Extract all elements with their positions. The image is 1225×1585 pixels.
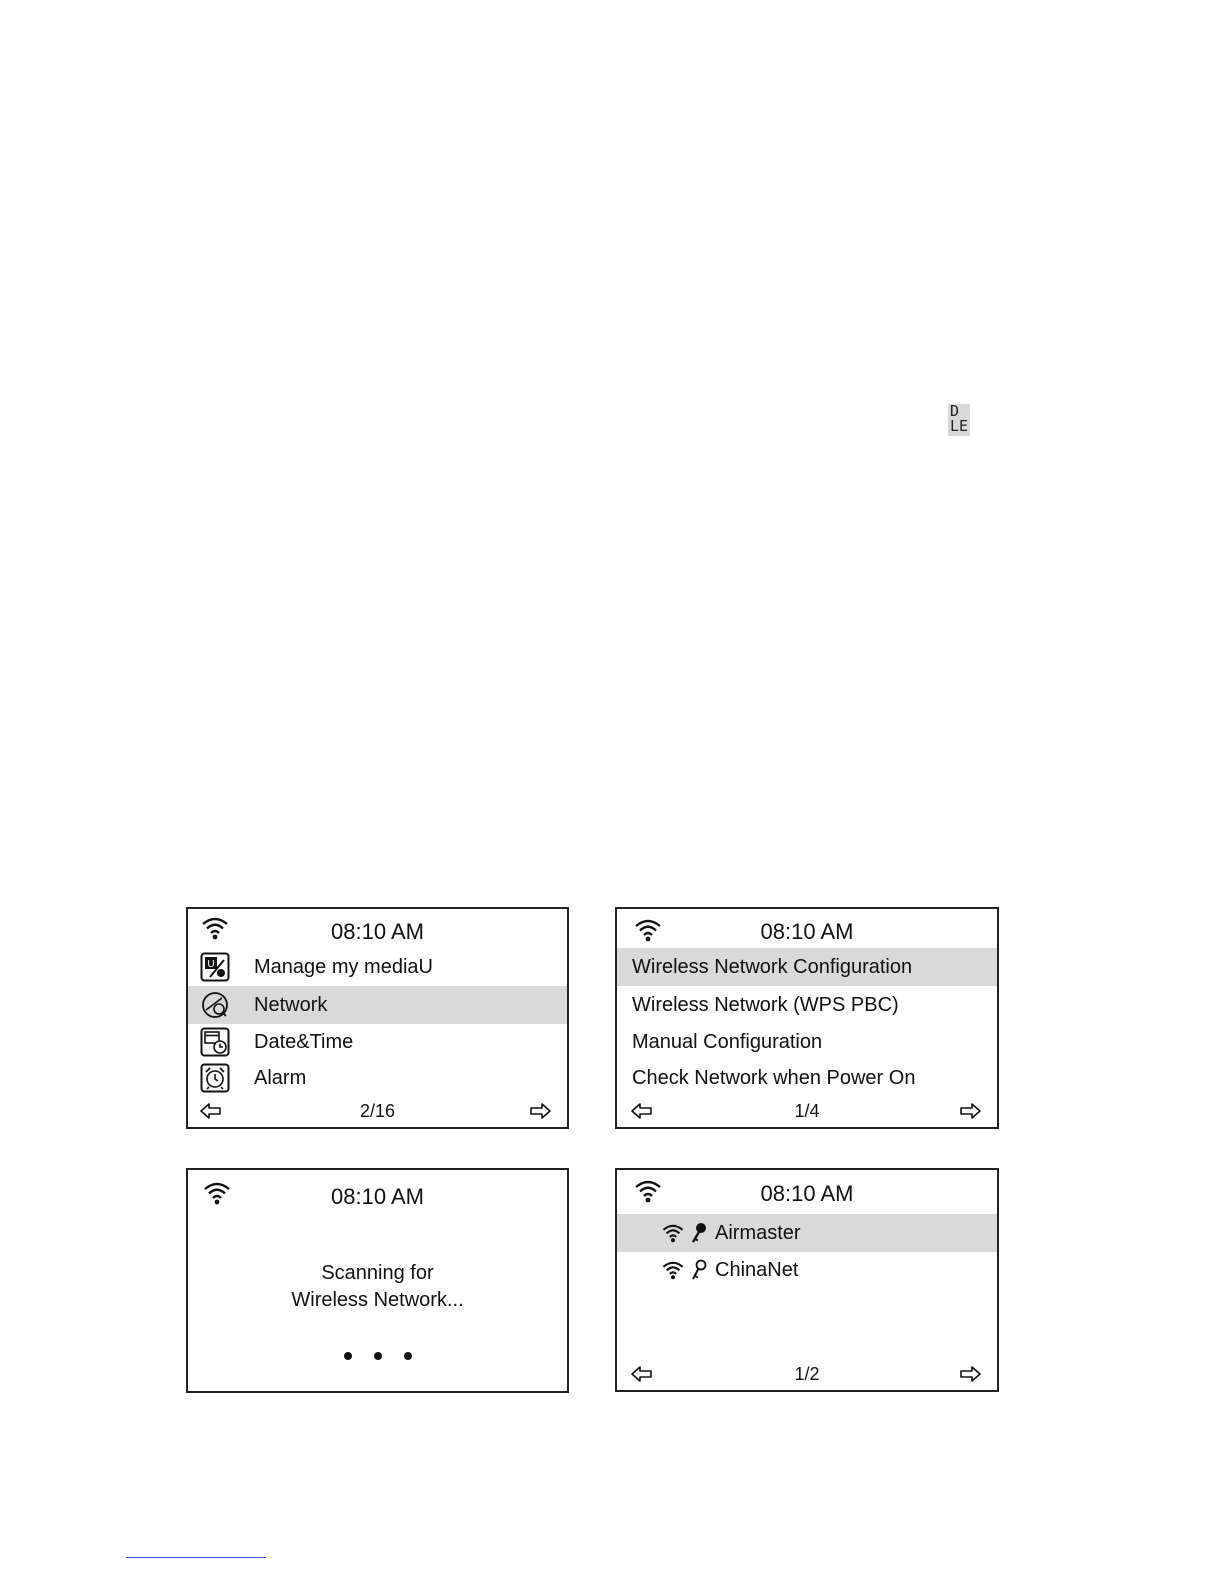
menu-item-label: Manual Configuration	[632, 1030, 823, 1053]
wifi-signal-icon	[661, 1259, 685, 1281]
loading-dot	[404, 1352, 412, 1360]
corner-mark-line2: LE	[950, 417, 969, 435]
page-indicator: 1/2	[794, 1363, 820, 1384]
menu-item-label: Wireless Network (WPS PBC)	[632, 993, 899, 1016]
key-outline-icon	[691, 1259, 707, 1281]
pager	[617, 1099, 997, 1123]
page-indicator: 1/4	[794, 1100, 820, 1121]
menu-item-manage-mediau[interactable]	[188, 948, 567, 986]
page-indicator: 2/16	[359, 1100, 396, 1121]
clock-time: 08:10 AM	[760, 919, 854, 944]
network-name: Airmaster	[715, 1221, 801, 1244]
pager	[188, 1099, 567, 1123]
date-time-icon	[200, 1027, 230, 1057]
screen-network-menu	[615, 907, 999, 1129]
key-filled-icon	[691, 1222, 707, 1244]
scanning-message-line1: Scanning for	[321, 1262, 434, 1284]
menu-item-wireless-network-configuration[interactable]	[617, 948, 997, 986]
scanning-message-line2: Wireless Network...	[291, 1289, 464, 1311]
network-name: ChinaNet	[715, 1258, 799, 1281]
screen-network-list	[615, 1168, 999, 1392]
menu-item-alarm[interactable]	[188, 1059, 567, 1097]
menu-item-date-time[interactable]	[188, 1023, 567, 1061]
footer-link-underline	[126, 1557, 266, 1558]
corner-mark-line1: D	[950, 402, 960, 420]
clock-time: 08:10 AM	[331, 919, 424, 944]
mediau-icon	[200, 952, 230, 982]
network-item-airmaster[interactable]	[617, 1214, 997, 1252]
corner-mark	[948, 404, 970, 436]
loading-dots-icon	[188, 1352, 567, 1360]
scanning-message	[188, 1260, 567, 1314]
menu-item-label: Alarm	[254, 1066, 307, 1089]
loading-dot	[374, 1352, 382, 1360]
menu-item-label: Wireless Network Configuration	[632, 955, 913, 978]
alarm-clock-icon	[200, 1063, 230, 1093]
menu-item-manual-configuration[interactable]	[617, 1023, 997, 1061]
loading-dot	[344, 1352, 352, 1360]
screen-scanning	[186, 1168, 569, 1393]
screen-main-menu	[186, 907, 569, 1129]
network-icon	[200, 990, 230, 1020]
menu-item-wireless-network-wps[interactable]	[617, 986, 997, 1024]
clock-time: 08:10 AM	[760, 1181, 854, 1206]
menu-item-label: Manage my mediaU	[254, 955, 433, 978]
pager	[617, 1362, 997, 1386]
menu-item-label: Check Network when Power On	[632, 1066, 916, 1089]
menu-item-label: Date&Time	[254, 1030, 354, 1053]
menu-item-check-network-power-on[interactable]	[617, 1059, 997, 1097]
network-item-chinanet[interactable]	[617, 1251, 997, 1289]
menu-item-network[interactable]	[188, 986, 567, 1024]
menu-item-label: Network	[254, 993, 328, 1016]
svg-text:U: U	[207, 959, 215, 970]
clock-time: 08:10 AM	[331, 1184, 424, 1209]
wifi-signal-icon	[661, 1222, 685, 1244]
